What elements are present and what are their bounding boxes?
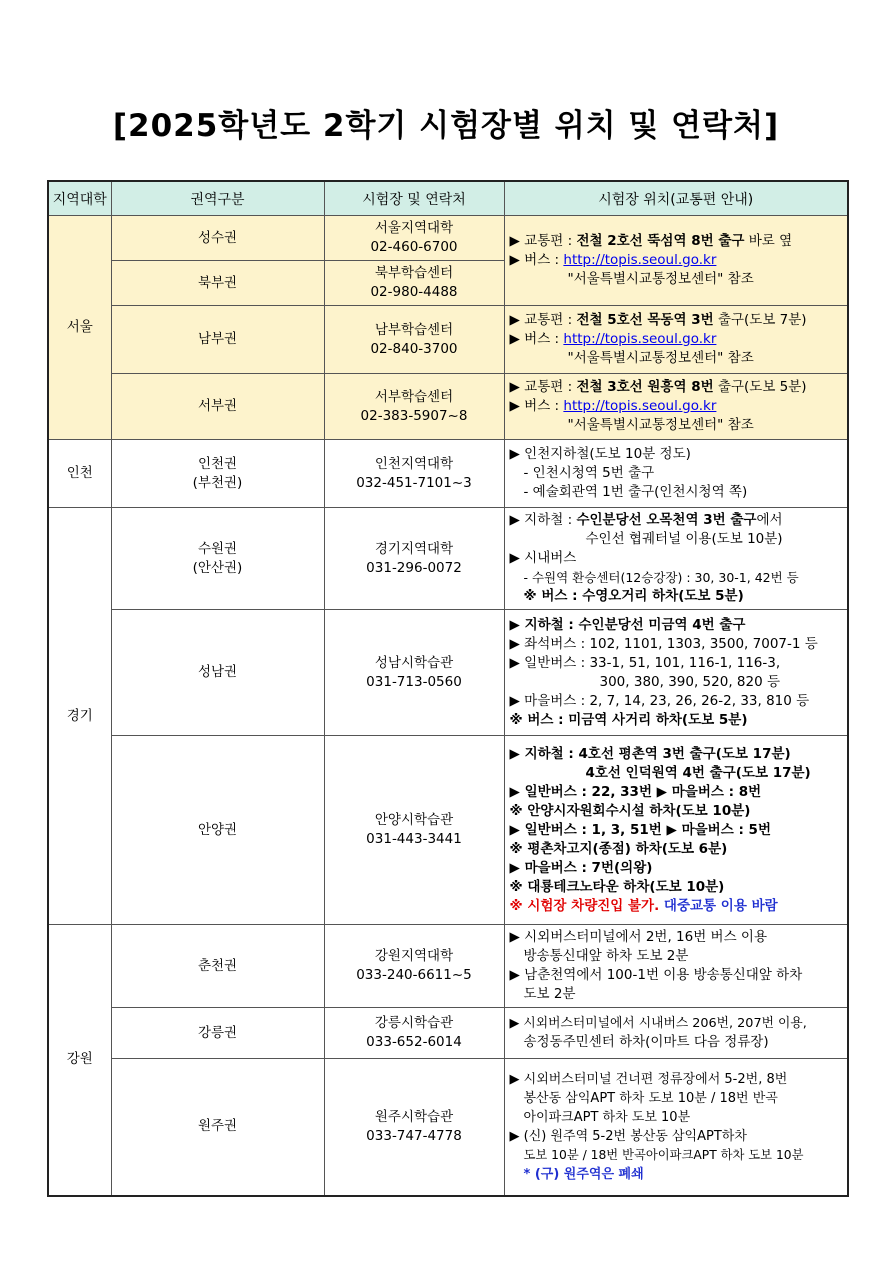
center-phone: 02-383-5907~8 bbox=[360, 407, 468, 424]
direction-line: ▶ 일반버스 : 1, 3, 51번 ▶ 마을버스 : 5번 bbox=[509, 821, 771, 838]
table-row bbox=[48, 1008, 848, 1059]
area-cell: 수원권 (안산권) bbox=[111, 508, 324, 610]
direction-line: ▶ 좌석버스 : 102, 1101, 1303, 3500, 7007-1 등 bbox=[509, 635, 818, 652]
center-cell bbox=[324, 508, 504, 610]
direction-line: ▶ 교통편 : 전철 5호선 목동역 3번 출구(도보 7분) bbox=[509, 312, 807, 328]
direction-line: 봉산동 삼익APT 하차 도보 10분 / 18번 반곡 bbox=[523, 1090, 778, 1106]
direction-line: 4호선 인덕원역 4번 출구(도보 17분) bbox=[585, 764, 811, 781]
table-header-row bbox=[48, 181, 848, 216]
center-phone: 033-652-6014 bbox=[366, 1034, 462, 1050]
center-name: 안양시학습관 bbox=[374, 812, 454, 828]
direction-line: ▶ 시내버스 bbox=[509, 550, 577, 566]
direction-line: ▶ 일반버스 : 33-1, 51, 101, 116-1, 116-3, bbox=[509, 654, 781, 671]
notice-text: 대중교통 이용 바람 bbox=[659, 897, 778, 914]
header-location: 시험장 위치(교통편 안내) bbox=[504, 181, 848, 216]
table-row bbox=[48, 925, 848, 1008]
area-cell: 성수권 bbox=[111, 216, 324, 261]
table-row bbox=[48, 306, 848, 374]
direction-line: "서울특별시교통정보센터" 참조 bbox=[567, 417, 754, 433]
direction-line: ※ 대룡테크노타운 하차(도보 10분) bbox=[509, 878, 725, 895]
direction-line: ▶ 교통편 : 전철 3호선 원흥역 8번 출구(도보 5분) bbox=[509, 379, 807, 395]
direction-line: ▶ 지하철 : 수인분당선 오목천역 3번 출구에서 bbox=[509, 512, 783, 528]
direction-line: - 수원역 환승센터(12승강장) : 30, 30-1, 42번 등 bbox=[523, 570, 799, 585]
region-gangwon: 강원 bbox=[48, 925, 111, 1196]
center-name: 서울지역대학 bbox=[374, 220, 454, 236]
center-name: 서부학습센터 bbox=[374, 388, 454, 405]
header-region: 지역대학 bbox=[48, 181, 111, 216]
center-phone: 02-460-6700 bbox=[370, 239, 458, 255]
center-cell bbox=[324, 374, 504, 440]
center-phone: 033-240-6611~5 bbox=[356, 967, 472, 983]
direction-line: ▶ 버스 : http://topis.seoul.go.kr bbox=[509, 331, 717, 347]
center-name: 북부학습센터 bbox=[374, 265, 454, 281]
topis-link[interactable]: http://topis.seoul.go.kr bbox=[563, 331, 717, 347]
direction-line: 송정동주민센터 하차(이마트 다음 정류장) bbox=[523, 1034, 769, 1050]
center-phone: 033-747-4778 bbox=[366, 1127, 462, 1144]
center-cell bbox=[324, 306, 504, 374]
direction-line: - 인천시청역 5번 출구 bbox=[523, 465, 655, 481]
center-phone: 02-840-3700 bbox=[370, 340, 458, 357]
table-row bbox=[48, 610, 848, 736]
page-title: [2025학년도 2학기 시험장별 위치 및 연락처] bbox=[112, 108, 780, 144]
area-cell: 인천권 (부천권) bbox=[111, 440, 324, 508]
direction-line: "서울특별시교통정보센터" 참조 bbox=[567, 271, 754, 287]
direction-line: * (구) 원주역은 폐쇄 bbox=[523, 1166, 644, 1182]
center-cell bbox=[324, 925, 504, 1008]
area-cell: 성남권 bbox=[111, 610, 324, 736]
area-cell: 북부권 bbox=[111, 261, 324, 306]
direction-line: - 예술회관역 1번 출구(인천시청역 쪽) bbox=[523, 484, 748, 500]
direction-line: ※ 버스 : 수영오거리 하차(도보 5분) bbox=[523, 588, 744, 604]
direction-line: ▶ 시외버스터미널 건너편 정류장에서 5-2번, 8번 bbox=[509, 1071, 788, 1087]
direction-line: ※ 버스 : 미금역 사거리 하차(도보 5분) bbox=[509, 711, 748, 728]
area-cell: 원주권 bbox=[111, 1059, 324, 1196]
center-name: 인천지역대학 bbox=[374, 455, 454, 472]
direction-line: ▶ 지하철 : 4호선 평촌역 3번 출구(도보 17분) bbox=[509, 745, 791, 762]
header-center: 시험장 및 연락처 bbox=[324, 181, 504, 216]
center-phone: 031-296-0072 bbox=[366, 559, 462, 576]
direction-line: "서울특별시교통정보센터" 참조 bbox=[567, 350, 754, 366]
direction-line: ▶ (신) 원주역 5-2번 봉산동 삼익APT하차 bbox=[509, 1128, 747, 1144]
direction-line: 도보 10분 / 18번 반곡아이파크APT 하차 도보 10분 bbox=[523, 1147, 804, 1162]
warning-text: ※ 시험장 차량진입 불가. bbox=[509, 897, 660, 914]
center-phone: 02-980-4488 bbox=[370, 284, 458, 300]
directions-cell bbox=[504, 736, 848, 925]
topis-link[interactable]: http://topis.seoul.go.kr bbox=[563, 398, 717, 414]
directions-cell bbox=[504, 925, 848, 1008]
center-name: 성남시학습관 bbox=[374, 654, 454, 671]
center-phone: 031-713-0560 bbox=[366, 673, 462, 690]
table-row bbox=[48, 374, 848, 440]
center-name: 강원지역대학 bbox=[374, 948, 454, 964]
direction-line: ▶ 버스 : http://topis.seoul.go.kr bbox=[509, 252, 717, 268]
table-row bbox=[48, 216, 848, 261]
direction-line: ▶ 남춘천역에서 100-1번 이용 방송통신대앞 하차 bbox=[509, 967, 803, 983]
center-phone: 031-443-3441 bbox=[366, 831, 462, 847]
directions-cell bbox=[504, 1059, 848, 1196]
direction-line: 도보 2분 bbox=[523, 986, 576, 1002]
topis-link[interactable]: http://topis.seoul.go.kr bbox=[563, 252, 717, 268]
direction-line: ▶ 시외버스터미널에서 시내버스 206번, 207번 이용, bbox=[509, 1016, 807, 1031]
table-row bbox=[48, 736, 848, 925]
exam-site-table bbox=[47, 180, 849, 1197]
direction-line: 수인선 협궤터널 이용(도보 10분) bbox=[585, 531, 783, 547]
direction-line: ※ 안양시자원회수시설 하차(도보 10분) bbox=[509, 802, 751, 819]
directions-cell bbox=[504, 374, 848, 440]
directions-cell bbox=[504, 440, 848, 508]
region-incheon: 인천 bbox=[48, 440, 111, 508]
area-cell: 서부권 bbox=[111, 374, 324, 440]
center-cell bbox=[324, 261, 504, 306]
table-row bbox=[48, 440, 848, 508]
direction-line: 300, 380, 390, 520, 820 등 bbox=[599, 673, 780, 690]
directions-cell bbox=[504, 306, 848, 374]
area-cell: 춘천권 bbox=[111, 925, 324, 1008]
center-cell bbox=[324, 440, 504, 508]
center-cell bbox=[324, 736, 504, 925]
region-gyeonggi: 경기 bbox=[48, 508, 111, 925]
area-cell: 강릉권 bbox=[111, 1008, 324, 1059]
center-name: 원주시학습관 bbox=[374, 1108, 454, 1125]
center-cell bbox=[324, 610, 504, 736]
directions-cell bbox=[504, 216, 848, 306]
direction-line: ▶ 버스 : http://topis.seoul.go.kr bbox=[509, 398, 717, 414]
center-cell bbox=[324, 1059, 504, 1196]
direction-line: ▶ 마을버스 : 7번(의왕) bbox=[509, 859, 653, 876]
region-seoul: 서울 bbox=[48, 216, 111, 440]
direction-line: 아이파크APT 하차 도보 10분 bbox=[523, 1109, 691, 1125]
table-row bbox=[48, 508, 848, 610]
directions-cell bbox=[504, 1008, 848, 1059]
center-cell bbox=[324, 1008, 504, 1059]
direction-line: ※ 평촌차고지(종점) 하차(도보 6분) bbox=[509, 840, 728, 857]
area-cell: 남부권 bbox=[111, 306, 324, 374]
direction-line: ▶ 마을버스 : 2, 7, 14, 23, 26, 26-2, 33, 810 등 bbox=[509, 692, 810, 709]
direction-line: ▶ 지하철 : 수인분당선 미금역 4번 출구 bbox=[509, 616, 746, 633]
area-cell: 안양권 bbox=[111, 736, 324, 925]
center-phone: 032-451-7101~3 bbox=[356, 474, 472, 491]
header-area: 권역구분 bbox=[111, 181, 324, 216]
direction-line: ▶ 교통편 : 전철 2호선 뚝섬역 8번 출구 바로 옆 bbox=[509, 233, 793, 249]
direction-line: ▶ 인천지하철(도보 10분 정도) bbox=[509, 446, 691, 462]
directions-cell bbox=[504, 508, 848, 610]
direction-line: ▶ 시외버스터미널에서 2번, 16번 버스 이용 bbox=[509, 929, 768, 945]
center-cell bbox=[324, 216, 504, 261]
direction-line: 방송통신대앞 하차 도보 2분 bbox=[523, 948, 689, 964]
center-name: 경기지역대학 bbox=[374, 540, 454, 557]
directions-cell bbox=[504, 610, 848, 736]
direction-line: ▶ 일반버스 : 22, 33번 ▶ 마을버스 : 8번 bbox=[509, 783, 762, 800]
direction-line bbox=[510, 897, 844, 916]
table-row bbox=[48, 1059, 848, 1196]
center-name: 강릉시학습관 bbox=[374, 1015, 454, 1031]
center-name: 남부학습센터 bbox=[374, 321, 454, 338]
